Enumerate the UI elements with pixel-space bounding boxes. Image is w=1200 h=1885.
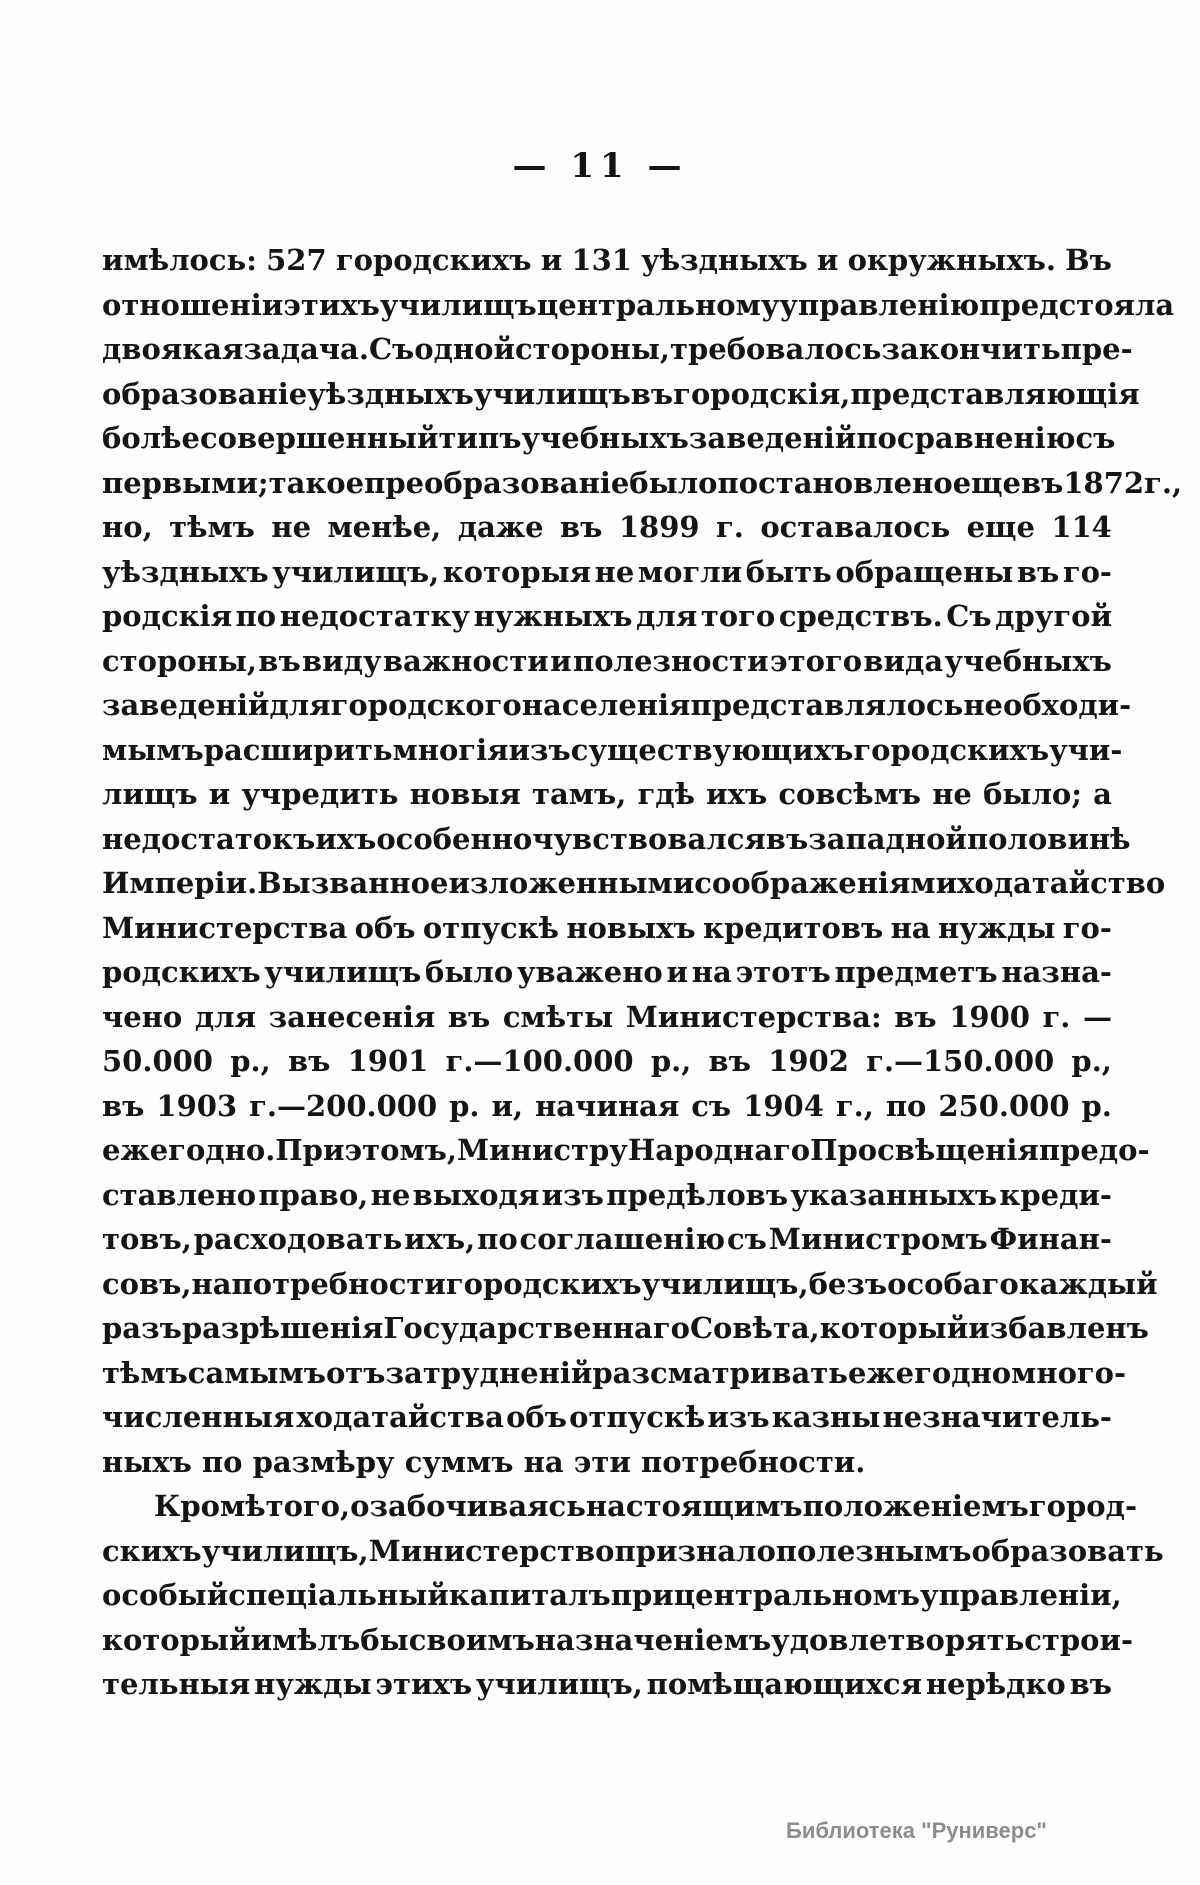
page-number: — 11 — bbox=[512, 146, 688, 186]
text-line: заведеній для городского населенія представлялось необходи- bbox=[102, 688, 1132, 722]
text-line: образованіе уѣздныхъ училищъ въ городскія, представляющія bbox=[102, 376, 1140, 411]
text-line: въ 1903 г.—200.000 р. и, начиная съ 1904 г., по 250.000 р. bbox=[102, 1088, 1112, 1123]
text-line: мымъ расширить многія изъ существующихъ городскихъ учи- bbox=[102, 732, 1123, 767]
text-line: тѣмъ самымъ отъ затрудненій разсматривать ежегодно много- bbox=[102, 1355, 1127, 1390]
text-line: чено для занесенія въ смѣты Министерства: въ 1900 г. — bbox=[102, 999, 1112, 1034]
text-line: двоякая задача. Съ одной стороны, требовалось закончить пре- bbox=[102, 332, 1133, 366]
text-line: тельныя нужды этихъ училищъ, помѣщающихся нерѣдко въ bbox=[102, 1667, 1112, 1701]
text-line: Имперіи. Вызванное изложенными соображеніями ходатайство bbox=[102, 866, 1166, 900]
text-line: имѣлось: 527 городскихъ и 131 уѣздныхъ и окружныхъ. Въ bbox=[102, 243, 1112, 277]
text-line: который имѣлъ бы своимъ назначеніемъ удовлетворять строи- bbox=[102, 1622, 1134, 1657]
text-line: лищъ и учредить новыя тамъ, гдѣ ихъ совсѣмъ не было; а bbox=[102, 777, 1112, 811]
text-line: разъ разрѣшенія Государственнаго Совѣта, который избавленъ bbox=[102, 1311, 1149, 1345]
text-line: отношеніи этихъ училищъ центральному управленію предстояла bbox=[102, 287, 1175, 322]
text-line: но, тѣмъ не менѣе, даже въ 1899 г. оставалось еще 114 bbox=[102, 510, 1112, 544]
text-line: совъ, на потребности городскихъ училищъ, безъ особаго каждый bbox=[102, 1266, 1158, 1301]
text-line: 50.000 р., въ 1901 г.—100.000 р., въ 1902 г.—150.000 р., bbox=[102, 1044, 1112, 1078]
text-block bbox=[102, 238, 1183, 1707]
text-line: Министерства объ отпускѣ новыхъ кредитовъ на нужды го- bbox=[102, 910, 1112, 945]
text-line: уѣздныхъ училищъ, которыя не могли быть обращены въ го- bbox=[102, 554, 1112, 589]
text-line: родскія по недостатку нужныхъ для того средствъ. Съ другой bbox=[102, 599, 1112, 633]
text-line: ныхъ по размѣру суммъ на эти потребности. bbox=[102, 1444, 866, 1479]
text-line: особый спеціальный капиталъ при центральномъ управленіи, bbox=[102, 1578, 1122, 1612]
text-line: болѣе совершенный типъ учебныхъ заведеній по сравненію съ bbox=[102, 421, 1116, 455]
text-line: родскихъ училищъ было уважено и на этотъ предметъ назна- bbox=[102, 955, 1112, 989]
text-line: скихъ училищъ, Министерство признало полезнымъ образовать bbox=[102, 1533, 1164, 1568]
text-line: первыми; такое преобразованіе было постановлено еще въ 1872 г., bbox=[102, 465, 1183, 500]
text-line: стороны, въ виду важности и полезности этого вида учебныхъ bbox=[102, 643, 1112, 678]
text-line: ежегодно. При этомъ, Министру Народнаго Просвѣщенія предо- bbox=[102, 1133, 1150, 1167]
text-line: численныя ходатайства объ отпускѣ изъ казны незначитель- bbox=[102, 1400, 1112, 1434]
text-line: Кромѣ того, озабочиваясь настоящимъ положеніемъ город- bbox=[154, 1489, 1137, 1523]
text-line: ставлено право, не выходя изъ предѣловъ указанныхъ креди- bbox=[102, 1177, 1112, 1212]
text-line: товъ, расходовать ихъ, по соглашенію съ Министромъ Финан- bbox=[102, 1222, 1112, 1256]
library-watermark: Библиотека "Руниверс" bbox=[786, 1818, 1047, 1843]
text-line: недостатокъ ихъ особенно чувствовался въ западной половинѣ bbox=[102, 821, 1131, 856]
